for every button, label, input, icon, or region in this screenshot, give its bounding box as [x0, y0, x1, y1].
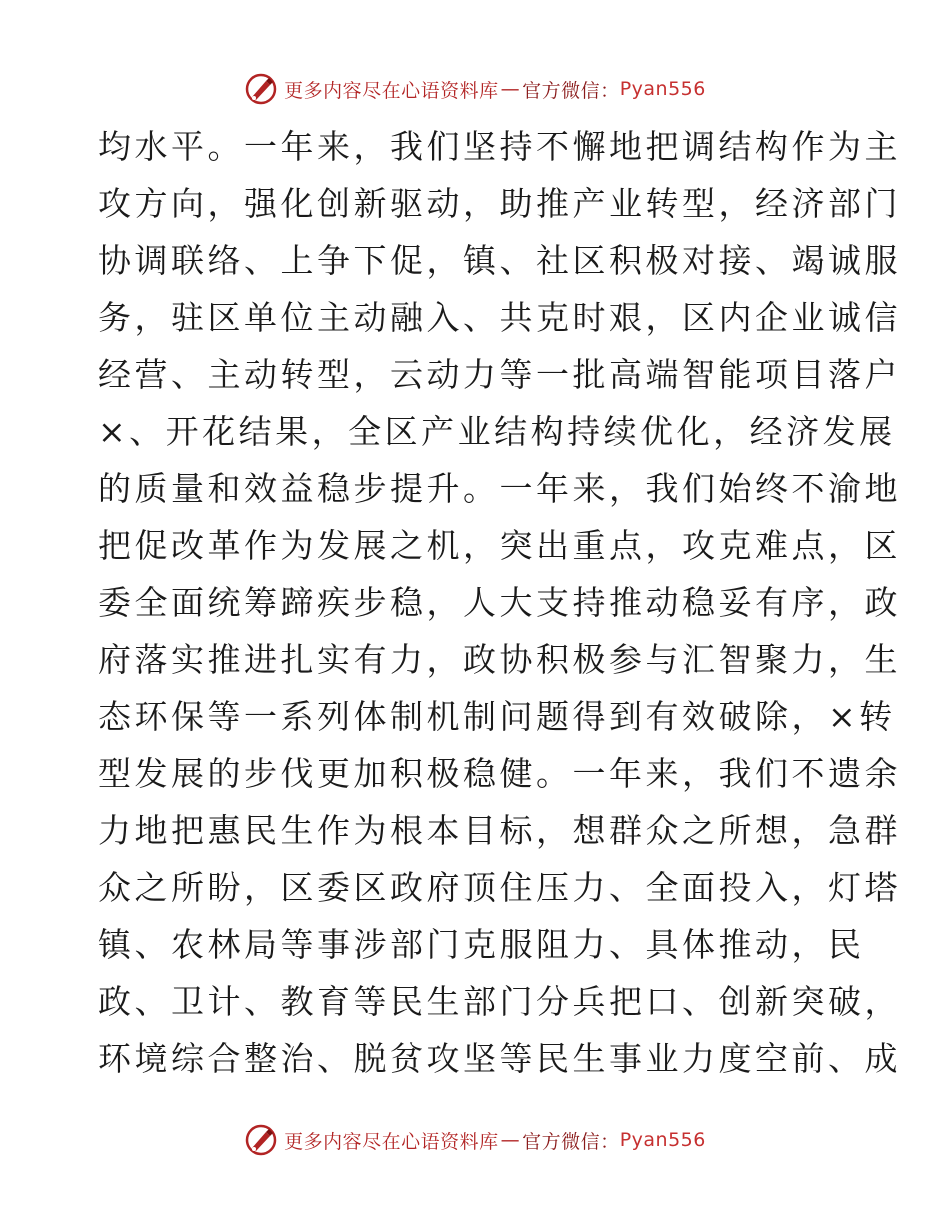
text-line: 的质量和效益稳步提升。一年来，我们始终不渝地	[98, 469, 901, 508]
watermark-separator: —	[500, 1129, 521, 1151]
text-line: 力地把惠民生作为根本目标，想群众之所想，急群	[98, 811, 901, 850]
text-line: 攻方向，强化创新驱动，助推产业转型，经济部门	[98, 184, 901, 223]
text-line: 环境综合整治、脱贫攻坚等民生事业力度空前、成	[98, 1039, 901, 1078]
watermark-id: Pyan556	[619, 1129, 706, 1151]
watermark-label: 官方微信：	[522, 79, 620, 102]
text-line: 型发展的步伐更加积极稳健。一年来，我们不遗余	[98, 754, 901, 793]
watermark-id: Pyan556	[619, 78, 706, 100]
pen-logo-icon	[244, 72, 278, 106]
text-line: 务，驻区单位主动融入、共克时艰，区内企业诚信	[98, 298, 901, 337]
pen-logo-icon	[244, 1123, 278, 1157]
watermark-text: 更多内容尽在心语资料库	[284, 1130, 499, 1153]
watermark-text: 更多内容尽在心语资料库	[284, 79, 499, 102]
text-line: 府落实推进扎实有力，政协积极参与汇智聚力，生	[98, 640, 901, 679]
text-line: 态环保等一系列体制机制问题得到有效破除，×转	[98, 697, 896, 736]
text-line: 协调联络、上争下促，镇、社区积极对接、竭诚服	[98, 241, 901, 280]
document-body	[98, 118, 901, 1087]
text-line: ×、开花结果，全区产业结构持续优化，经济发展	[98, 412, 896, 451]
watermark-separator: —	[500, 78, 521, 100]
watermark-label: 官方微信：	[522, 1130, 620, 1153]
text-line: 把促改革作为发展之机，突出重点，攻克难点，区	[98, 526, 901, 565]
watermark-footer	[0, 1123, 950, 1157]
watermark-header	[0, 72, 950, 106]
text-line: 政、卫计、教育等民生部门分兵把口、创新突破，	[98, 982, 901, 1021]
text-line: 镇、农林局等事涉部门克服阻力、具体推动，民	[98, 925, 865, 964]
text-line: 众之所盼，区委区政府顶住压力、全面投入，灯塔	[98, 868, 901, 907]
text-line: 均水平。一年来，我们坚持不懈地把调结构作为主	[98, 127, 901, 166]
text-line: 经营、主动转型，云动力等一批高端智能项目落户	[98, 355, 901, 394]
text-line: 委全面统筹蹄疾步稳，人大支持推动稳妥有序，政	[98, 583, 901, 622]
